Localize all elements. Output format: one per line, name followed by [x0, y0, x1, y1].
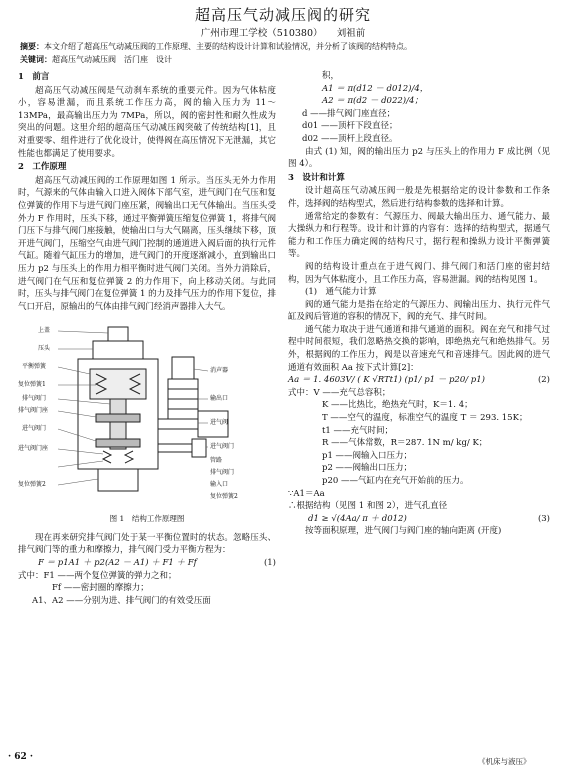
definition: 式中：F1 ——两个复位弹簧的弹力之和；: [18, 570, 177, 581]
equation: A1 ＝ π(d12 － d012)/4，: [322, 83, 429, 94]
figure-1: [18, 319, 276, 509]
definition: d ——排气阀门座直径；: [302, 108, 396, 119]
fig-label: 压头: [38, 345, 51, 353]
equation-1: F ＝ p1A1 ＋ p2(A2 － A1) ＋ F1 ＋ Ff (1): [38, 558, 276, 569]
figure-caption: 图 1 结构工作原理图: [109, 514, 185, 524]
definition: A1、A2 ——分别为进、排气阀门的有效受压面: [32, 595, 211, 606]
abstract-label: 摘要：: [20, 41, 44, 51]
definition: K ——比热比，绝热充气时，K＝1. 4；: [322, 400, 473, 411]
author-affiliation: 广州市理工学校（510380） 刘祖前: [200, 28, 366, 39]
right-column: [288, 70, 550, 538]
equation-2: Aa ＝ 1. 4603V/ ( K √RTt1) (p1/ p1 － p20/ p1) (2): [288, 375, 550, 386]
fig-label: 复位弹簧2: [210, 493, 238, 501]
paragraph: 通常给定的参数有：气源压力、阀最大输出压力、通气能力、最大操纵力和行程等。设计和计算的内容有：选择的结构型式，据通气能力和工作压力确定阀的结构尺寸，据行程和操纵力设计平衡弹簧等。: [288, 211, 550, 260]
definition: R ——气体常数，R＝287. 1N m/ kg/ K；: [322, 438, 488, 449]
paragraph: 设计超高压气动减压阀一般是先根据给定的设计参数和工作条件，选择阀的结构型式，然后进行结构参数的选择和计算。: [288, 186, 550, 209]
fig-label: 进气阀: [210, 419, 229, 427]
definition: 积，: [322, 71, 340, 81]
definition: T ——空气的温度，标准空气的温度 T ＝ 293. 15K；: [322, 413, 528, 424]
text-line: ∵A1＝Aa: [288, 488, 325, 499]
paper-title: 超高压气动减压阀的研究: [194, 6, 371, 24]
abstract-block: [20, 40, 550, 66]
fig-label: 输入口: [210, 481, 229, 489]
fig-label: 消声器: [210, 367, 229, 375]
definition: d02 ——顶杆上段直径。: [302, 133, 398, 144]
equation: A2 ＝ π(d2 － d022)/4；: [322, 96, 423, 107]
definition: p20 ——气缸内在充气开始前的压力。: [322, 476, 469, 486]
paragraph: 超高压气动减压阀的工作原理如图 1 所示。当压头无外力作用时，气源来的气体由输入口进入阀体下部气室，进气阀门在气压和复位弹簧的作用下与进气阀门座压紧，阀输出口无气体输出。当压头受外力 F 作用时，压头下移，通过平衡弹簧压缩复位弹簧 1，将排气阀门压下与排气阀门座接触，使输出口与大气隔离，压头继续下移，顶开进气阀门，压缩空气由进气阀门控制的通道进入阀后面的执行元件气缸。随着气缸压力的增加，进气阀门的开度逐渐减小，直到输出口压力 p2 与压头上的作用力相平衡时进气阀门关闭。当外力消除后，进气阀门在气压和复位弹簧 2 的力作用下，向上移动关闭。与此同时，压头与排气阀门在复位弹簧 1 的力及排气压力的作用下复位，排气口开启，原输出的气体由排气阀门经消声器排入大气。: [18, 175, 276, 312]
fig-label: 进气阀门: [210, 443, 235, 451]
fig-label: 排气阀门: [22, 395, 47, 403]
definition: t1 ——充气时间；: [322, 425, 394, 436]
valve-diagram: [18, 319, 276, 509]
fig-label: 上盖: [38, 327, 51, 335]
definition: Ff ——密封圈的摩擦力；: [52, 583, 149, 594]
journal-name: 《机床与液压》: [478, 757, 531, 766]
fig-label: 平衡弹簧: [22, 363, 47, 371]
fig-label: 输出口: [210, 395, 229, 403]
keywords-label: 关键词：: [20, 54, 52, 64]
section-heading: 1 前言: [18, 72, 50, 82]
text-line: ∴根据结构（见图 1 和图 2），进气孔直径: [288, 501, 448, 512]
subsection-heading: (1) 通气能力计算: [305, 287, 377, 298]
fig-label: 复位弹簧1: [18, 381, 46, 389]
paragraph: 由式 (1) 知，阀的输出压力 p2 与压头上的作用力 F 成比例（见图 4）。: [288, 146, 550, 170]
definition: p2 ——阀输出口压力；: [322, 463, 413, 474]
keywords-text: 超高压气动减压阀 活门座 设计: [52, 55, 172, 64]
definition: 式中：V ——充气总容积；: [288, 387, 391, 398]
left-column: [18, 70, 276, 607]
paragraph: 阀的通气能力是指在给定的气源压力、阀输出压力、执行元件气缸及阀后管道的容积的情况下，阀的充气、排气时间。: [288, 299, 550, 323]
paragraph: 超高压气动减压阀是气动刹车系统的重要元件。因为气体粘度小，容易泄漏，而且系统工作压力高，阀的输入压力为 11～13MPa，最高输出压力为 7MPa，所以，阀的密封性和耐久性成为突出的问题。这里介绍的超高压气动减压阀突破了传统结构[1]，且对重要零、组件进行了优化设计，使得阀在高压情况下无泄漏，其它性能也都满足了使用要求。: [18, 85, 276, 159]
fig-label: 进气阀门: [22, 425, 47, 433]
definition: p1 ——阀输入口压力；: [322, 450, 413, 461]
fig-label: 管路: [210, 457, 223, 465]
abstract-text: 本文介绍了超高压气动减压阀的工作原理、主要的结构设计计算和试验情况，并分析了该阀的结构特点。: [44, 42, 412, 51]
section-heading: 2 工作原理: [18, 162, 67, 173]
equation-3: d1 ≥ √(4Aa/ π ＋ d012) (3): [308, 513, 550, 524]
definition: d01 ——顶杆下段直径；: [302, 121, 398, 132]
paragraph: 阀的结构设计重点在于进气阀门、排气阀门和活门座的密封结构，因为气体粘度小，且工作压力高，容易泄漏。阀的结构见图 1。: [288, 261, 550, 285]
fig-label: 排气阀门座: [18, 407, 49, 415]
paragraph: 通气能力取决于进气通道和排气通道的面积。阀在充气和排气过程中时间很短，我们忽略热交换的影响，即绝热充气和绝热排气。另外，根据阀的工作压力，阀是以音速充气和音速排气。因此阀的进气通道有效面积 Aa 按下式计算[2]：: [288, 324, 550, 373]
page-number: · 62 ·: [8, 752, 34, 762]
fig-label: 复位弹簧2: [18, 481, 46, 489]
fig-label: 进气阀门座: [18, 445, 49, 453]
fig-label: 排气阀门: [210, 469, 235, 477]
paragraph: 现在再来研究排气阀门处于某一平衡位置时的状态。忽略压头、排气阀门等的重力和摩擦力，排气阀门受力平衡方程为：: [18, 532, 276, 556]
section-heading: 3 设计和计算: [288, 172, 345, 183]
paragraph: 按等面积原理，进气阀门与阀门座的轴向距离 (开度): [305, 526, 502, 537]
